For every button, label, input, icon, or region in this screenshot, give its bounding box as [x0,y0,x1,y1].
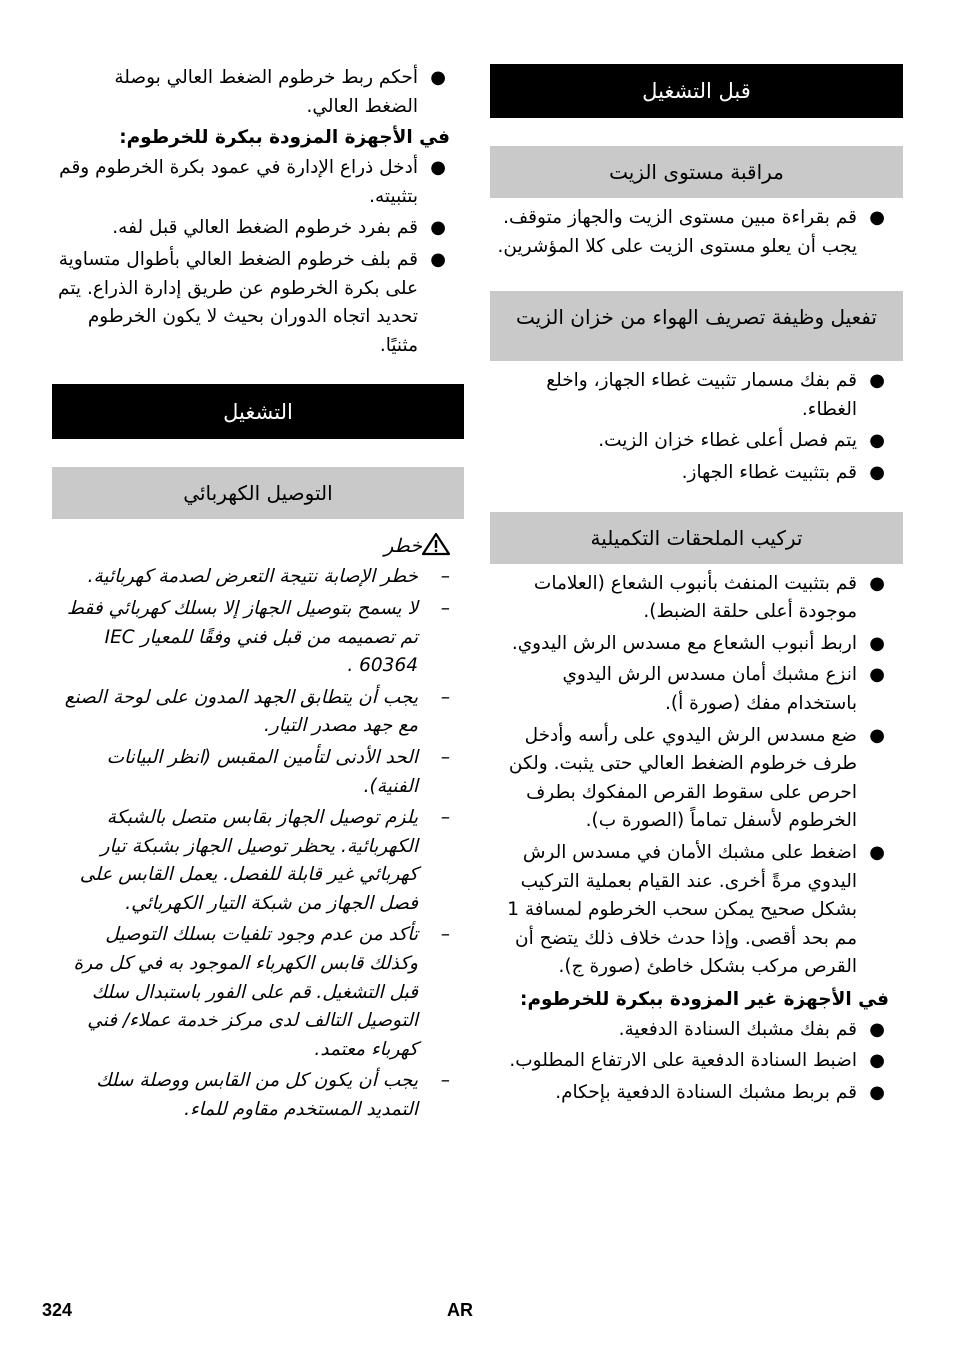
dash-icon: – [440,566,450,588]
list-item: ● يتم فصل أعلى غطاء خزان الزيت. [490,427,903,456]
bullet-icon: ● [430,248,446,270]
bullet-icon: ● [869,841,885,863]
list-item: ● اضغط على مشبك الأمان في مسدس الرش اليدوي مرةً أخرى. عند القيام بعملية التركيب بشكل صحيح يمكن سحب الخرطوم لمسافة 1 مم بحد أقصى. وإذا حدث خلاف ذلك يتضح أن القرص مركب بشكل خاطئ (صورة ج). [490,839,903,982]
bullet-icon: ● [430,157,446,179]
list-item: – يجب أن يتطابق الجهد المدون على لوحة الصنع مع جهد مصدر التيار. [52,684,464,741]
subsection-title-accessories: تركيب الملحقات التكميلية [490,512,903,564]
list-item: ● قم بتثبيت المنفث بأنبوب الشعاع (العلامات موجودة أعلى حلقة الضبط). [490,570,903,627]
danger-notice [52,531,464,561]
dash-icon: – [440,597,450,619]
subsection-title-oil-level: مراقبة مستوى الزيت [490,146,903,198]
dash-icon: – [440,746,450,768]
bullet-icon: ● [869,1082,885,1104]
no-reel-list [490,1016,903,1108]
with-reel-list [52,154,464,360]
list-item: ● قم بربط مشبك السنادة الدفعية بإحكام. [490,1079,903,1108]
bullet-icon: ● [430,67,446,88]
page-number: 324 [42,1300,73,1320]
bullet-icon: ● [430,217,446,239]
bullet-icon: ● [869,724,885,746]
list-item: ● قم بلف خرطوم الضغط العالي بأطوال متساوية على بكرة الخرطوم عن طريق إدارة الذراع. يتم تحديد اتجاه الدوران بحيث لا يكون الخرطوم مثنيًا. [52,246,464,360]
oil-vent-list [490,367,903,487]
list-item: ● أدخل ذراع الإدارة في عمود بكرة الخرطوم وقم بتثبيته. [52,154,464,211]
dash-icon: – [440,1070,450,1092]
list-item: ● قم بفك مسمار تثبيت غطاء الجهاز، واخلع الغطاء. [490,367,903,424]
list-item: ● أحكم ربط خرطوم الضغط العالي بوصلة الضغط العالي. [52,64,464,121]
intro-list [52,64,464,121]
section-header-operation: التشغيل [52,385,464,439]
list-item: ● انزع مشبك أمان مسدس الرش اليدوي باستخدام مفك (صورة أ). [490,661,903,718]
bullet-icon: ● [869,572,885,594]
accessories-list [490,570,903,982]
danger-label: خطر [384,535,422,558]
list-item: – لا يسمح بتوصيل الجهاز إلا بسلك كهربائي فقط تم تصميمه من قبل فني وفقًا للمعيار IEC 60364 . [52,595,464,681]
warnings-list [52,563,464,1124]
list-item: – الحد الأدنى لتأمين المقبس (انظر البيانات الفنية). [52,744,464,801]
bullet-icon: ● [869,664,885,686]
list-item: ● اضبط السنادة الدفعية على الارتفاع المطلوب. [490,1047,903,1076]
no-reel-heading: في الأجهزة غير المزودة ببكرة للخرطوم: [520,988,889,1010]
bullet-icon: ● [869,461,885,483]
list-item: ● قم بفك مشبك السنادة الدفعية. [490,1016,903,1045]
list-item: ● اربط أنبوب الشعاع مع مسدس الرش اليدوي. [490,630,903,659]
bullet-icon: ● [869,632,885,654]
subsection-title-oil-vent: تفعيل وظيفة تصريف الهواء من خزان الزيت [490,291,903,361]
list-item: – خطر الإصابة نتيجة التعرض لصدمة كهربائية. [52,563,464,592]
subsection-title-electrical: التوصيل الكهربائي [52,467,464,519]
bullet-icon: ● [869,430,885,452]
right-column [490,64,903,1128]
list-item: – يلزم توصيل الجهاز بقابس متصل بالشبكة الكهربائية. يحظر توصيل الجهاز بشبكة تيار كهربائي غير قابلة للفصل. يعمل القابس على فصل الجهاز من شبكة التيار الكهربائي. [52,804,464,918]
bullet-icon: ● [869,370,885,392]
bullet-icon: ● [869,1018,885,1040]
bullet-icon: ● [869,1050,885,1072]
left-column [52,64,464,1128]
with-reel-heading: في الأجهزة المزودة ببكرة للخرطوم: [119,127,450,149]
list-item: ● قم بتثبيت غطاء الجهاز. [490,459,903,488]
dash-icon: – [440,807,450,829]
warning-triangle-icon [422,532,450,556]
dash-icon: – [440,686,450,708]
list-item: ● قم بفرد خرطوم الضغط العالي قبل لفه. [52,214,464,243]
section-header-before-operation: قبل التشغيل [490,64,903,118]
bullet-icon: ● [869,207,885,228]
list-item: – تأكد من عدم وجود تلفيات بسلك التوصيل وكذلك قابس الكهرباء الموجود به في كل مرة قبل التشغيل. قم على الفور باستبدال سلك التوصيل التالف لدى مركز خدمة عملاء/ فني كهرباء معتمد. [52,921,464,1064]
list-item: – يجب أن يكون كل من القابس ووصلة سلك التمديد المستخدم مقاوم للماء. [52,1067,464,1124]
oil-level-list [490,204,903,261]
list-item: ● ضع مسدس الرش اليدوي على رأسه وأدخل طرف خرطوم الضغط العالي حتى يثبت. ولكن احرص على سقوط القرص المفكوك بطرف الخرطوم لأسفل تماماً (الصورة ب). [490,722,903,836]
list-item: ● قم بقراءة مبين مستوى الزيت والجهاز متوقف. يجب أن يعلو مستوى الزيت على كلا المؤشرين. [490,204,903,261]
dash-icon: – [440,924,450,946]
language-code: AR [447,1300,473,1320]
